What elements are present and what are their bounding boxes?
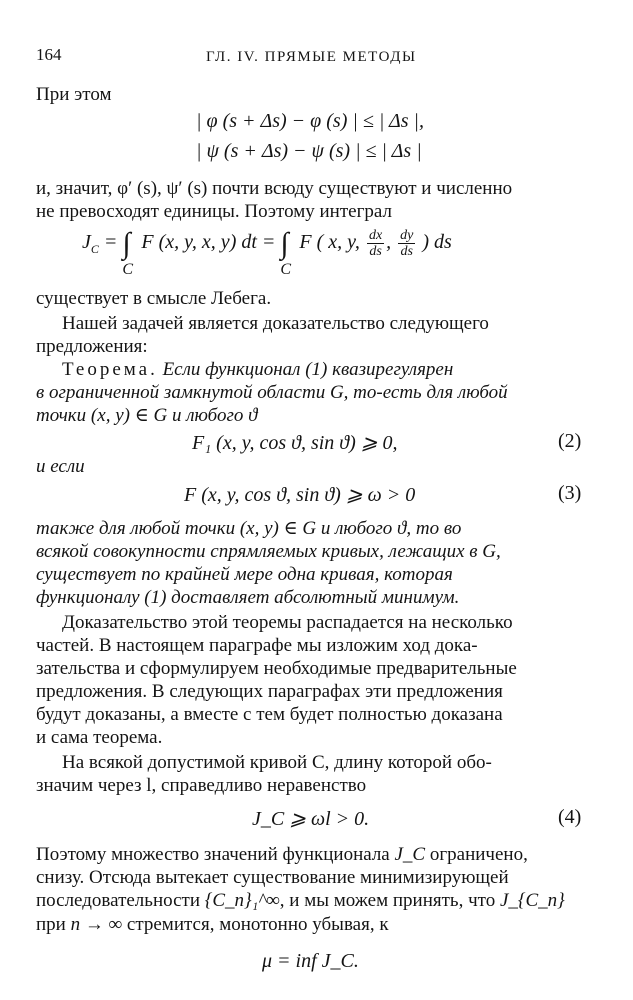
text-line: точки (x, y) ∈ G и любого ϑ: [36, 405, 258, 426]
text-line: Нашей задачей является доказательство следующего: [62, 313, 489, 334]
text-line: снизу. Отсюда вытекает существование минимизирующей: [36, 867, 509, 888]
text-line: последовательности {C_n}₁^∞, и мы можем принять, что J_{C_n}: [36, 890, 565, 911]
running-title: ГЛ. IV. ПРЯМЫЕ МЕТОДЫ: [206, 49, 417, 65]
equation-2: F₁ (x, y, cos ϑ, sin ϑ) ⩾ 0,: [192, 432, 398, 454]
text-line: в ограниченной замкнутой области G, то-есть для любой: [36, 382, 508, 403]
theorem-first-line: Теорема. Если функционал (1) квазирегулярен: [62, 359, 454, 380]
inequality-phi: | φ (s + Δs) − φ (s) | ≤ | Δs |,: [196, 110, 424, 132]
inline-jc: J_C: [394, 844, 426, 865]
integral-sign-2: ∫ C: [280, 226, 292, 278]
jc-symbol: $J_C$: [82, 231, 99, 257]
integrand-2-start: F ( x, y,: [299, 231, 360, 254]
text-line: и если: [36, 456, 85, 477]
equation-number-3: (3): [558, 482, 582, 504]
fraction-dy-ds: $\frac{dy}{ds}$: [400, 228, 414, 259]
text-line: при n → ∞ стремится, монотонно убывая, к: [36, 914, 389, 935]
text-line: будут доказаны, а вместе с тем будет полностью доказана: [36, 704, 503, 725]
fraction-dx-ds: $\frac{dx}{ds}$: [368, 228, 383, 259]
equation-number-4: (4): [558, 806, 582, 828]
sequence-cn: {C_n}₁^∞: [204, 890, 280, 911]
text-line: значим через l, справедливо неравенство: [36, 775, 367, 796]
text-line: всякой совокупности спрямляемых кривых, лежащих в G,: [36, 541, 501, 562]
text-line: не превосходят единицы. Поэтому интеграл: [36, 201, 392, 222]
text-line: Поэтому множество значений функционала J_C ограничено,: [36, 844, 528, 865]
theorem-label: Теорема.: [62, 359, 158, 380]
text-line: зательства и сформулируем необходимые предварительные: [36, 658, 517, 679]
equation-number-2: (2): [558, 430, 582, 452]
text-line: предложения:: [36, 336, 148, 357]
text-line: На всякой допустимой кривой C, длину которой обо-: [62, 752, 492, 773]
text-line: частей. В настоящем параграфе мы изложим ход дока-: [36, 635, 478, 656]
text-line: функционалу (1) доставляет абсолютный минимум.: [36, 587, 460, 608]
integral-equation: $J_C$ = ∫ C F (x, y, x, y) dt = ∫ C F ( x, y, $\frac{dx}{ds}$ , $\frac{dy}{ds}$ ) ds: [82, 226, 452, 278]
n-to-infinity: n → ∞: [70, 914, 123, 935]
text-line: существует по крайней мере одна кривая, которая: [36, 564, 453, 585]
integrand-1: F (x, y, x, y) dt =: [141, 231, 276, 254]
text-line: также для любой точки (x, y) ∈ G и любого ϑ, то во: [36, 518, 462, 539]
text-line: При этом: [36, 84, 112, 105]
text-line: существует в смысле Лебега.: [36, 288, 272, 309]
page-number: 164: [36, 45, 62, 64]
text-line: Доказательство этой теоремы распадается на несколько: [62, 612, 513, 633]
integral-sign-1: ∫ C: [122, 226, 134, 278]
inequality-psi: | ψ (s + Δs) − ψ (s) | ≤ | Δs |: [196, 140, 422, 162]
mu-definition: μ = inf J_C.: [262, 950, 359, 972]
inline-jcn: J_{C_n}: [499, 890, 565, 911]
text-line: предложения. В следующих параграфах эти предложения: [36, 681, 503, 702]
integrand-2-end: ) ds: [422, 231, 452, 254]
text-line: и сама теорема.: [36, 727, 163, 748]
equation-3: F (x, y, cos ϑ, sin ϑ) ⩾ ω > 0: [184, 484, 416, 506]
equation-4: J_C ⩾ ωl > 0.: [252, 808, 370, 830]
text-line: и, значит, φ′ (s), ψ′ (s) почти всюду существуют и численно: [36, 178, 513, 199]
